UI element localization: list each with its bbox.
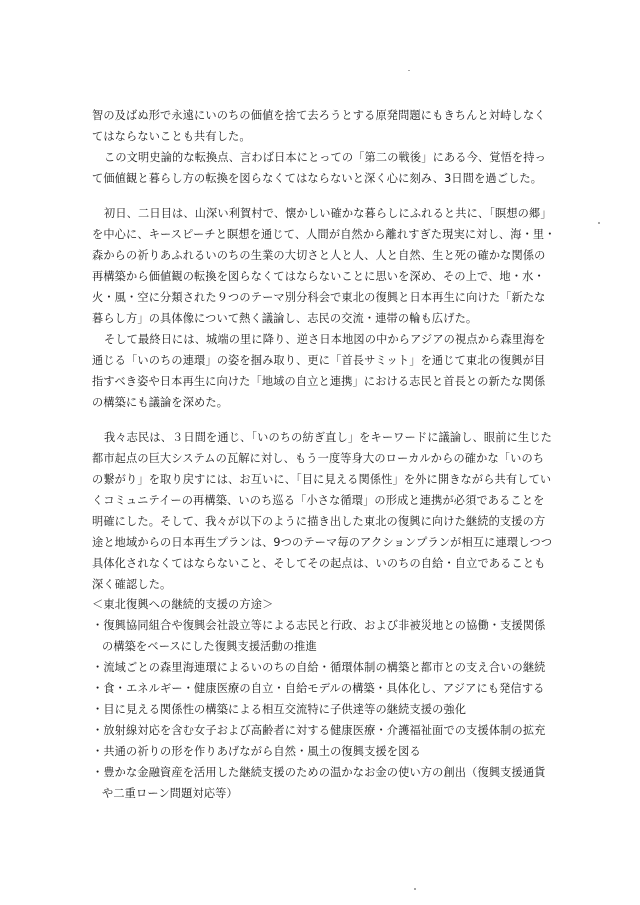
body-line: の繋がり」を取り戻すには、お互いに、「目に見える関係性」を外に開きながら共有してい — [92, 473, 552, 486]
list-heading: ＜東北復興への継続的支援の方途＞ — [92, 598, 274, 611]
list-item: ・流域ごとの森里海連環によるいのちの自給・循環体制の構築と都市との支え合いの継続 — [92, 661, 546, 674]
body-line: 途と地域からの日本再生プランは、9つのテーマ毎のアクションプランが相互に連環しつつ — [92, 536, 553, 549]
body-line: 具体化されなくてはならないこと、そしてその起点は、いのちの自給・自立であることも — [92, 557, 546, 570]
body-line: 初日、二日目は、山深い利賀村で、懐かしい確かな暮らしにふれると共に、「瞑想の郷」 — [104, 207, 552, 220]
body-line: 都市起点の巨大システムの瓦解に対し、もう一度等身大のローカルからの確かな「いのち — [92, 452, 545, 465]
list-item: ・放射線対応を含む女子および高齢者に対する健康医療・介護福祉面での支援体制の拡充 — [92, 724, 546, 737]
body-line: 明確にした。そして、我々が以下のように描き出した東北の復興に向けた継続的支援の方 — [92, 515, 546, 528]
list-item-continuation: や二重ローン問題対応等） — [102, 787, 238, 800]
body-line: てはならないことも共有した。 — [92, 130, 251, 143]
list-item: ・食・エネルギー・健康医療の自立・自給モデルの構築・具体化し、アジアにも発信する — [92, 682, 545, 695]
body-line: 智の及ばぬ形で永遠にいのちの価値を捨て去ろうとする原発問題にもきちんと対峙しなく — [92, 109, 546, 122]
list-item: ・目に見える関係性の構築による相互交流特に子供達等の継続支援の強化 — [92, 703, 467, 716]
body-line: 指すべき姿や日本再生に向けた「地域の自立と連携」における志民と首長との新たな関係 — [92, 375, 546, 388]
body-line: 森からの祈りあふれるいのちの生業の大切さと人と人、人と自然、生と死の確かな関係の — [92, 249, 546, 262]
list-item: ・豊かな金融資産を活用した継続支援のための温かなお金の使い方の創出（復興支援通貨 — [92, 766, 546, 779]
body-line: くコミュニテイーの再構築、いのち巡る「小さな循環」の形成と連携が必須であることを — [92, 494, 545, 507]
body-line: 暮らし方」の具体像について熱く議論し、志民の交流・連帯の輪も広げた。 — [92, 312, 478, 325]
body-line: 通じる「いのちの連環」の姿を掴み取り、更に「首長サミット」を通じて東北の復興が目 — [92, 354, 546, 367]
list-item-continuation: の構築をベースにした復興支援活動の推進 — [102, 640, 317, 653]
list-item: ・復興協同組合や復興会社設立等による志民と行政、および非被災地との協働・支援関係 — [92, 619, 546, 632]
body-line: て価値観と暮らし方の転換を図らなくてはならないと深く心に刻み、3日間を過ごした。 — [92, 172, 543, 185]
list-item: ・共通の祈りの形を作りあげながら自然・風土の復興支援を図る — [92, 745, 421, 758]
body-line: そして最終日には、城端の里に降り、逆さ日本地図の中からアジアの視点から森里海を — [104, 333, 546, 346]
body-line: 深く確認した。 — [92, 578, 172, 591]
body-line: 火・風・空に分類された９つのテーマ別分科会で東北の復興と日本再生に向けた「新たな — [92, 291, 546, 304]
body-line: の構築にも議論を深めた。 — [92, 396, 229, 409]
body-line: 再構築から価値観の転換を図らなくてはならないことに思いを深め、その上で、地・水・ — [92, 270, 545, 283]
body-line: この文明史論的な転換点、言わば日本にとっての「第二の戦後」にある今、覚悟を持っ — [104, 151, 546, 164]
body-line: を中心に、キースピーチと瞑想を通じて、人間が自然から離れすぎた現実に対し、海・里・ — [92, 228, 556, 241]
body-line: 我々志民は、３日間を通じ、「いのちの紡ぎ直し」をキーワードに議論し、眼前に生じた — [104, 431, 552, 444]
